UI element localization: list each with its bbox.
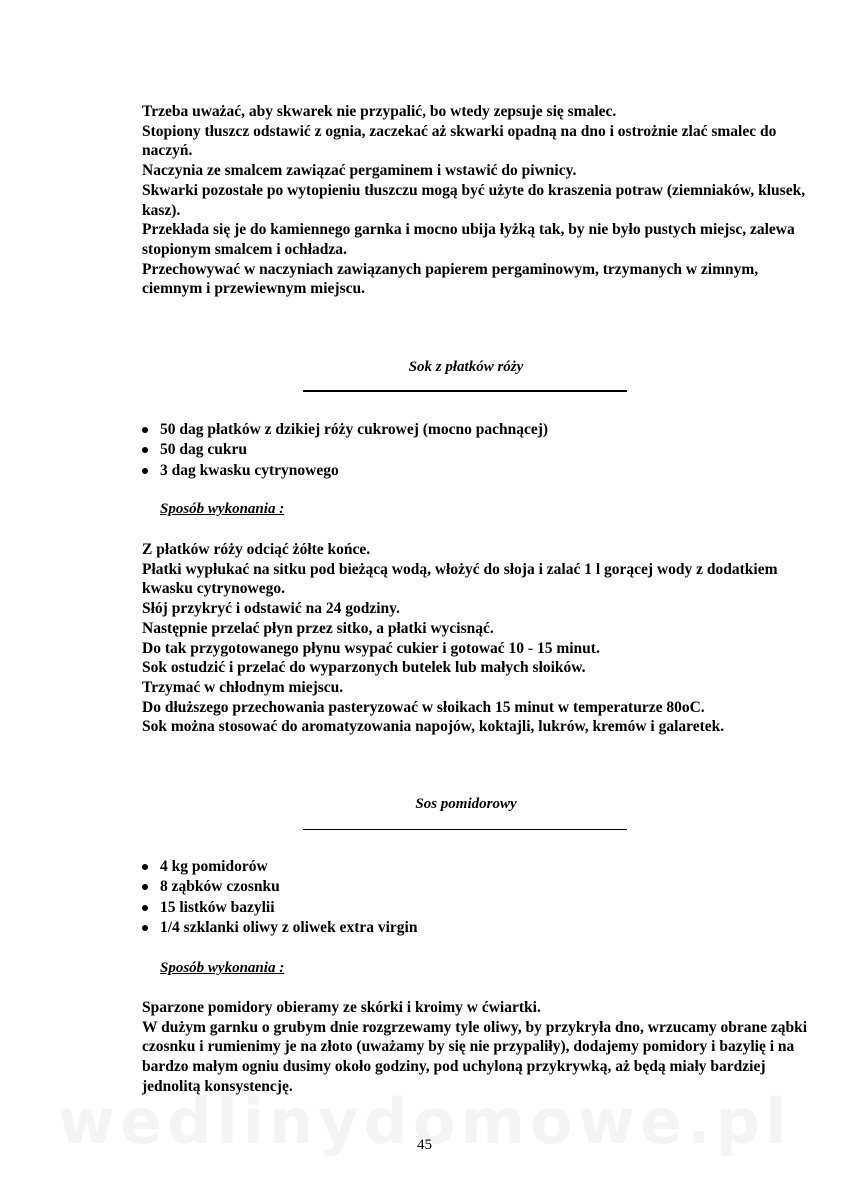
bullet-icon: [142, 925, 148, 931]
intro-line: Trzeba uważać, aby skwarek nie przypalić, bo wtedy zepsuje się smalec.: [142, 103, 617, 120]
ingredient-list-rose-juice: [142, 420, 812, 481]
bullet-icon: [142, 468, 148, 474]
intro-line: Stopiony tłuszcz odstawić z ognia, zaczekać aż skwarki opadną na dno i ostrożnie zlać smalec do naczyń.: [142, 122, 777, 160]
method-heading: Sposób wykonania :: [160, 501, 285, 517]
method-heading: Sposób wykonania :: [160, 960, 285, 976]
intro-line: Przechowywać w naczyniach zawiązanych papierem pergaminowym, trzymanych w zimnym, ciemnym i przewiewnym miejscu.: [142, 260, 759, 298]
step-line: W dużym garnku o grubym dnie rozgrzewamy tyle oliwy, by przykryła dno, wrzucamy obrane ząbki czosnku i rumienimy je na złoto (uważamy by się nie przypaliły), dodajemy pomidory i bazylię i na bardzo małym ogniu dusimy około godziny, pod uchyloną przykrywką, aż będą miały bardziej jednolitą konsystencję.: [142, 1018, 808, 1095]
bullet-icon: [142, 427, 148, 433]
step-line: Sok można stosować do aromatyzowania napojów, koktajli, lukrów, kremów i galaretek.: [142, 718, 725, 736]
bullet-icon: [142, 864, 148, 870]
intro-line: Naczynia ze smalcem zawiązać pergaminem i wstawić do piwnicy.: [142, 162, 577, 180]
bullet-icon: [142, 884, 148, 890]
title-underline-rule: [303, 829, 627, 830]
step-line: Słój przykryć i odstawić na 24 godziny.: [142, 600, 400, 618]
ingredient-list-tomato-sauce: [142, 857, 812, 938]
step-line: Płatki wypłukać na sitku pod bieżącą wodą, włożyć do słoja i zalać 1 l gorącej wody z dodatkiem kwasku cytrynowego.: [142, 560, 778, 598]
step-line: Do tak przygotowanego płynu wsypać cukier i gotować 10 - 15 minut.: [142, 639, 600, 657]
recipe-title-tomato-sauce: Sos pomidorowy: [415, 796, 517, 812]
step-line: Sok ostudzić i przelać do wyparzonych butelek lub małych słoików.: [142, 659, 586, 677]
intro-text: [142, 102, 812, 299]
ingredient-item: 15 listków bazylii: [142, 898, 812, 918]
ingredient-item: 50 dag płatków z dzikiej róży cukrowej (mocno pachnącej): [142, 420, 812, 440]
intro-line: Skwarki pozostałe po wytopieniu tłuszczu mogą być użyte do kraszenia potraw (ziemniaków, klusek, kasz).: [142, 181, 806, 219]
ingredient-item: 1/4 szklanki oliwy z oliwek extra virgin: [142, 918, 812, 938]
steps-tomato-sauce: [142, 998, 812, 1097]
intro-line: Przekłada się je do kamiennego garnka i mocno ubija łyżką tak, by nie było pustych miejsc, zalewa stopionym smalcem i ochładza.: [142, 221, 795, 258]
ingredient-item: 8 ząbków czosnku: [142, 877, 812, 897]
recipe-title-rose-juice: Sok z płatków róży: [408, 359, 524, 375]
step-line: Trzymać w chłodnym miejscu.: [142, 678, 344, 696]
ingredient-item: 50 dag cukru: [142, 440, 812, 460]
ingredient-item: 3 dag kwasku cytrynowego: [142, 461, 812, 481]
title-underline-rule: [303, 390, 627, 392]
bullet-icon: [142, 905, 148, 911]
step-line: Sparzone pomidory obieramy ze skórki i kroimy w ćwiartki.: [142, 999, 541, 1016]
step-line: Z płatków róży odciąć żółte końce.: [142, 541, 371, 558]
bullet-icon: [142, 447, 148, 453]
step-line: Następnie przelać płyn przez sitko, a płatki wycisnąć.: [142, 619, 494, 637]
ingredient-item: 4 kg pomidorów: [142, 857, 812, 877]
page-number: 45: [417, 1137, 432, 1153]
step-line: Do dłuższego przechowania pasteryzować w słoikach 15 minut w temperaturze 80oC.: [142, 698, 705, 716]
steps-rose-juice: [142, 540, 812, 737]
